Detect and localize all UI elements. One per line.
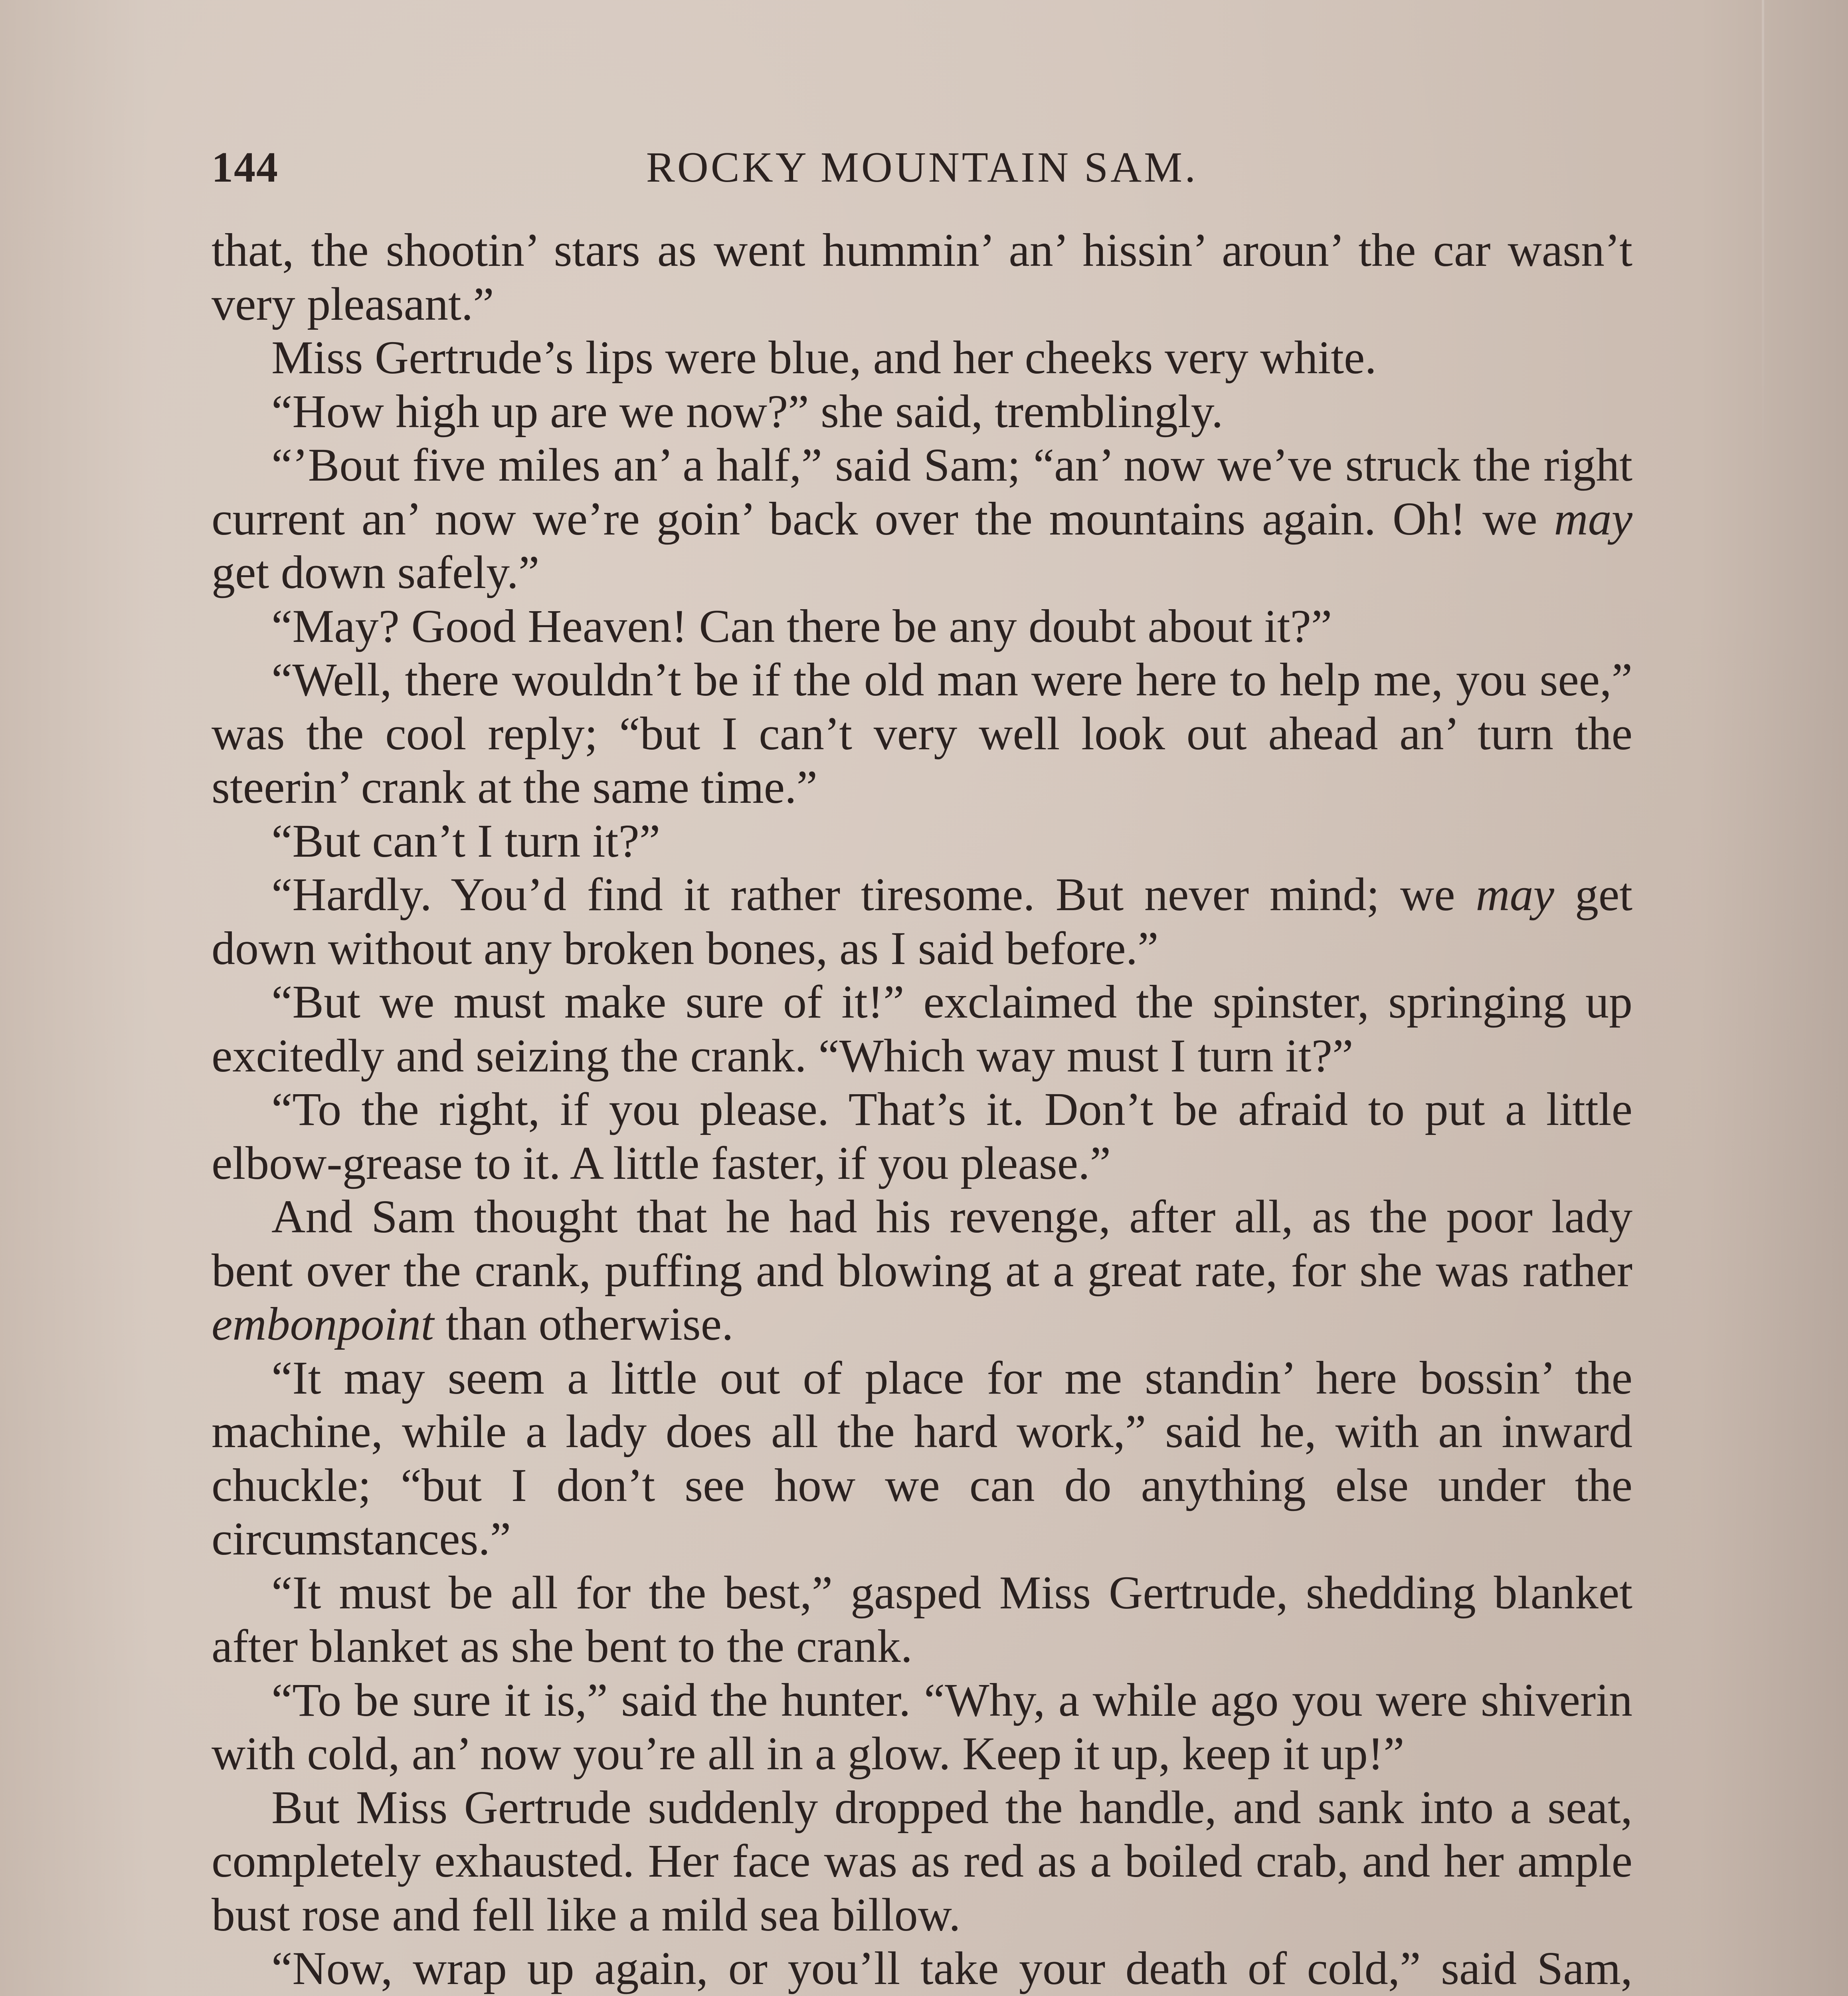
paragraph-text: And Sam thought that he had his revenge, after all, as the poor lady bent over the crank, puffing and blowing at a great rate, for she was rather bbox=[212, 1190, 1632, 1297]
page-header bbox=[212, 136, 1632, 200]
body-text bbox=[212, 224, 1632, 1996]
paragraph-text: “Hardly. You’d find it rather tiresome. But never mind; we bbox=[271, 868, 1476, 921]
italic-word: may bbox=[1476, 868, 1555, 921]
paragraph: “To the right, if you please. That’s it. Don’t be afraid to put a little elbow-grease to it. A little faster, if you please.” bbox=[212, 1083, 1632, 1189]
paragraph: “Now, wrap up again, or you’ll take your death of cold,” said Sam, bbox=[271, 1942, 1632, 1994]
paragraph: “To be sure it is,” said the hunter. “Why, a while ago you were shiverin with cold, an’ now you’re all in a glow. Keep it up, keep it up!” bbox=[212, 1673, 1632, 1780]
paragraph: “How high up are we now?” she said, tremblingly. bbox=[271, 385, 1223, 438]
italic-word: embonpoint bbox=[212, 1298, 434, 1350]
paragraph: “But we must make sure of it!” exclaimed the spinster, springing up excitedly and seizing the crank. “Which way must I turn it?” bbox=[212, 976, 1632, 1082]
paragraph: “Well, there wouldn’t be if the old man were here to help me, you see,” was the cool reply; “but I can’t very well look out ahead an’ turn the steerin’ crank at the same time.” bbox=[212, 653, 1632, 813]
paragraph bbox=[212, 438, 1632, 600]
paragraph: But Miss Gertrude suddenly dropped the handle, and sank into a seat, completely exhausted. Her face was as red as a boiled crab, and her ample bust rose and fell like a mild sea billow. bbox=[212, 1781, 1632, 1941]
paragraph-text: get down safely.” bbox=[212, 546, 540, 598]
paragraph bbox=[212, 1190, 1632, 1351]
paragraph: Miss Gertrude’s lips were blue, and her cheeks very white. bbox=[271, 331, 1377, 384]
paragraph bbox=[212, 868, 1632, 975]
italic-word: may bbox=[1554, 492, 1632, 545]
paragraph-text: “’Bout five miles an’ a half,” said Sam; “an’ now we’ve struck the right current an’ now we’re goin’ back over the mountains again. Oh! we bbox=[212, 439, 1632, 545]
page-crease bbox=[1762, 0, 1764, 479]
page-number: 144 bbox=[212, 144, 279, 191]
paragraph-text: get down without any broken bones, as I said before.” bbox=[212, 868, 1632, 974]
paragraph: “It may seem a little out of place for me standin’ here bossin’ the machine, while a lady does all the hard work,” said he, with an inward chuckle; “but I don’t see how we can do anything else under the circumstances.” bbox=[212, 1351, 1632, 1565]
paragraph-text: than otherwise. bbox=[434, 1298, 734, 1350]
running-title: ROCKY MOUNTAIN SAM. bbox=[646, 144, 1198, 191]
paragraph: “But can’t I turn it?” bbox=[271, 814, 661, 867]
paragraph: “May? Good Heaven! Can there be any doubt about it?” bbox=[271, 600, 1332, 652]
paragraph: “It must be all for the best,” gasped Miss Gertrude, shedding blanket after blanket as she bent to the crank. bbox=[212, 1566, 1632, 1672]
paragraph: that, the shootin’ stars as went hummin’ an’ hissin’ aroun’ the car wasn’t very pleasant.” bbox=[212, 224, 1632, 330]
